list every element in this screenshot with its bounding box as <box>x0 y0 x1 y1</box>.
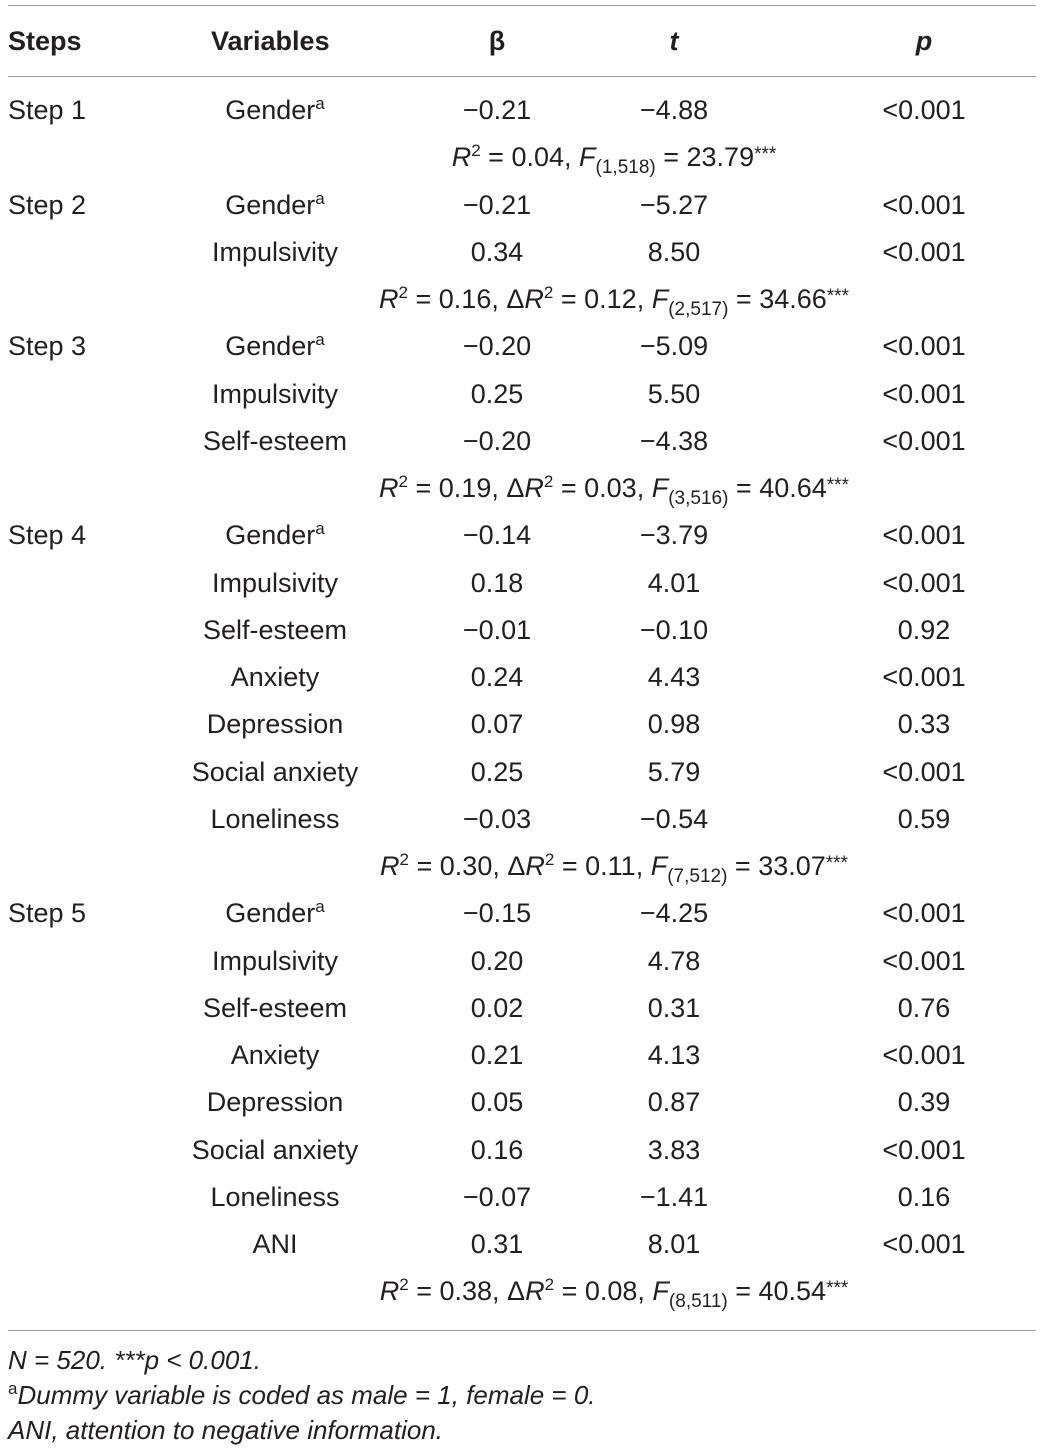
table-header <box>0 19 1042 63</box>
table-row <box>0 229 1042 276</box>
model-summary-row <box>0 465 1042 512</box>
p-value: <0.001 <box>882 567 966 598</box>
table-row <box>0 985 1042 1032</box>
variable-text: Anxiety <box>230 1040 320 1070</box>
variable-name <box>207 701 344 748</box>
significance-stars: *** <box>826 475 849 496</box>
footnote-marker: a <box>315 188 325 208</box>
variable-name <box>212 371 338 418</box>
beta-value: −0.14 <box>462 520 532 551</box>
table-row <box>0 796 1042 843</box>
variable-name <box>225 512 325 559</box>
f-degrees: (3,516) <box>668 488 729 509</box>
variable-text: Social anxiety <box>191 756 359 787</box>
t-value: 4.01 <box>647 567 701 598</box>
variable-name <box>210 796 339 843</box>
table-row <box>0 87 1042 134</box>
f-degrees: (2,517) <box>668 299 729 320</box>
model-summary: $R^2 = 0.19$, $\Delta R^2 = 0.03$, $F_{(3,516)} = 40.64^{***}$ <box>379 472 849 509</box>
variable-text: Impulsivity <box>211 945 339 976</box>
variable-text: Self-esteem <box>202 614 348 645</box>
footnote-abbreviation: ANI, attention to negative information. <box>8 1415 444 1445</box>
t-value: −5.09 <box>639 331 709 362</box>
t-value: 4.13 <box>647 1040 701 1070</box>
variable-text: Loneliness <box>210 803 340 834</box>
significance-stars: *** <box>826 1278 849 1300</box>
beta-value: 0.18 <box>470 567 524 598</box>
significance-stars: *** <box>754 144 777 166</box>
t-value: −4.38 <box>639 425 709 456</box>
step-label: Step 4 <box>8 520 87 551</box>
model-summary-row <box>0 1268 1042 1315</box>
t-value: 4.78 <box>647 945 701 976</box>
beta-value: 0.25 <box>470 378 524 409</box>
variable-name <box>210 1174 339 1221</box>
r-squared: 0.30 <box>439 851 493 881</box>
step-label: Step 1 <box>8 95 87 125</box>
table-row <box>0 749 1042 796</box>
p-value: <0.001 <box>882 378 966 409</box>
t-value: 5.50 <box>647 378 701 409</box>
variable-text: Gender <box>225 520 316 551</box>
r-squared: 0.04 <box>511 142 565 173</box>
beta-value: 0.21 <box>470 1040 524 1070</box>
p-value: <0.001 <box>882 662 966 692</box>
delta-r-squared: 0.11 <box>585 851 636 881</box>
table-row <box>0 890 1042 937</box>
p-value: 0.39 <box>897 1087 951 1118</box>
table-row <box>0 607 1042 654</box>
variable-text: Gender <box>225 95 316 125</box>
model-summary-row <box>0 843 1042 890</box>
t-value: 8.01 <box>647 1229 701 1259</box>
variable-name <box>207 1079 344 1126</box>
variable-text: Loneliness <box>210 1181 340 1212</box>
beta-value: 0.25 <box>470 756 524 787</box>
f-value: 34.66 <box>759 284 827 314</box>
beta-value: −0.01 <box>462 614 532 645</box>
table-row <box>0 418 1042 465</box>
p-value: 0.92 <box>897 614 951 645</box>
t-value: −5.27 <box>639 189 709 220</box>
p-value: <0.001 <box>882 1040 966 1070</box>
p-value: 0.33 <box>897 709 951 740</box>
footnote-marker: a <box>315 330 325 350</box>
variable-text: Social anxiety <box>191 1134 359 1165</box>
model-summary-row <box>0 276 1042 323</box>
p-value: <0.001 <box>882 756 966 787</box>
r-squared: 0.38 <box>439 1276 493 1307</box>
f-degrees: (8,511) <box>668 1291 728 1313</box>
table-row <box>0 1127 1042 1174</box>
variable-text: Gender <box>225 189 316 220</box>
p-value: <0.001 <box>882 189 966 220</box>
table-row <box>0 512 1042 559</box>
header-t: t <box>669 26 679 56</box>
beta-value: −0.20 <box>462 331 532 362</box>
beta-value: 0.05 <box>470 1087 524 1118</box>
variable-name <box>225 890 325 937</box>
t-value: 0.31 <box>647 992 701 1023</box>
beta-value: 0.34 <box>470 236 524 267</box>
variable-name <box>192 1127 359 1174</box>
variable-text: Anxiety <box>230 662 320 692</box>
header-rule <box>8 76 1036 77</box>
f-value: 40.54 <box>758 1276 827 1307</box>
t-value: −0.10 <box>639 614 709 645</box>
footnote-dummy-text: Dummy variable is coded as male = 1, female = 0. <box>17 1380 596 1410</box>
model-summary: $R^2 = 0.38$, $\Delta R^2 = 0.08$, $F_{(8,511)} = 40.54^{***}$ <box>379 1275 849 1313</box>
footnote-sample-size: N = 520. ***p < 0.001. <box>8 1345 261 1375</box>
delta-r-squared: 0.08 <box>584 1276 638 1307</box>
variable-text: Impulsivity <box>211 567 339 598</box>
p-value: <0.001 <box>882 331 966 362</box>
variable-name <box>212 938 338 985</box>
header-steps: Steps <box>8 26 82 56</box>
p-value: 0.59 <box>897 803 951 834</box>
header-p: p <box>915 26 933 56</box>
variable-name <box>231 1032 320 1079</box>
p-value: <0.001 <box>882 236 966 267</box>
table-row <box>0 1032 1042 1079</box>
variable-name <box>225 87 325 134</box>
step-label: Step 2 <box>8 189 87 220</box>
t-value: −1.41 <box>639 1181 709 1212</box>
table-body <box>0 87 1042 1316</box>
variable-name <box>203 418 347 465</box>
variable-name <box>203 607 347 654</box>
table-row <box>0 938 1042 985</box>
step-label: Step 5 <box>8 898 87 929</box>
significance-stars: *** <box>826 286 849 307</box>
p-value: 0.76 <box>897 992 951 1023</box>
beta-value: −0.20 <box>462 425 532 456</box>
r-squared: 0.19 <box>438 473 492 503</box>
t-value: −4.25 <box>639 898 709 929</box>
table-row <box>0 560 1042 607</box>
beta-value: 0.20 <box>470 945 524 976</box>
t-value: 3.83 <box>647 1134 701 1165</box>
beta-value: 0.16 <box>470 1134 524 1165</box>
beta-value: 0.07 <box>470 709 524 740</box>
footnote-marker: a <box>315 897 325 917</box>
delta-r-squared: 0.12 <box>584 284 637 314</box>
variable-text: Impulsivity <box>211 378 339 409</box>
variable-name <box>225 323 325 370</box>
significance-stars: *** <box>825 853 848 874</box>
variable-name <box>192 749 359 796</box>
model-summary: $R^2 = 0.16$, $\Delta R^2 = 0.12$, $F_{(2,517)} = 34.66^{***}$ <box>379 283 849 320</box>
beta-value: 0.31 <box>470 1229 524 1259</box>
variable-name <box>203 985 347 1032</box>
p-value: <0.001 <box>882 1229 966 1259</box>
table-row <box>0 1079 1042 1126</box>
p-value: <0.001 <box>882 95 966 125</box>
p-value: <0.001 <box>882 898 966 929</box>
variable-text: Self-esteem <box>202 992 348 1023</box>
table-row <box>0 371 1042 418</box>
variable-text: Depression <box>206 1087 344 1118</box>
p-value: <0.001 <box>882 945 966 976</box>
beta-value: 0.02 <box>470 992 524 1023</box>
footnote-marker: a <box>8 1379 18 1398</box>
model-summary: $R^2 = 0.04$, $F_{(1,518)} = 23.79^{***}$ <box>451 141 777 179</box>
table-row <box>0 1221 1042 1268</box>
f-degrees: (7,512) <box>667 866 728 887</box>
variable-text: Self-esteem <box>202 425 348 456</box>
table-row <box>0 654 1042 701</box>
table-row <box>0 701 1042 748</box>
variable-name <box>212 229 338 276</box>
header-beta: β <box>488 26 506 56</box>
t-value: −4.88 <box>639 95 709 125</box>
table-bottom-rule <box>8 1330 1036 1331</box>
beta-value: 0.24 <box>470 662 524 692</box>
p-value: <0.001 <box>882 520 966 551</box>
model-summary-row <box>0 134 1042 181</box>
table-row <box>0 1174 1042 1221</box>
f-degrees: (1,518) <box>595 157 656 179</box>
p-value: <0.001 <box>882 1134 966 1165</box>
f-value: 23.79 <box>686 142 755 173</box>
model-summary: $R^2 = 0.30$, $\Delta R^2 = 0.11$, $F_{(7,512)} = 33.07^{***}$ <box>380 850 848 887</box>
variable-name <box>231 654 320 701</box>
r-squared: 0.16 <box>438 284 492 314</box>
t-value: 0.98 <box>647 709 701 740</box>
footnote-marker: a <box>315 519 325 539</box>
f-value: 33.07 <box>758 851 826 881</box>
variable-name <box>225 182 325 229</box>
t-value: −0.54 <box>639 803 709 834</box>
variable-text: Impulsivity <box>211 236 339 267</box>
step-label: Step 3 <box>8 331 87 362</box>
delta-r-squared: 0.03 <box>584 473 637 503</box>
footnote-marker: a <box>315 94 325 113</box>
variable-text: Depression <box>206 709 344 740</box>
footnote-dummy <box>8 1378 596 1412</box>
t-value: 4.43 <box>647 662 701 692</box>
beta-value: −0.07 <box>462 1181 532 1212</box>
variable-name <box>212 560 338 607</box>
t-value: 0.87 <box>647 1087 701 1118</box>
variable-text: Gender <box>225 331 316 362</box>
beta-value: −0.21 <box>462 189 532 220</box>
p-value: <0.001 <box>882 425 966 456</box>
t-value: −3.79 <box>639 520 709 551</box>
variable-text: Gender <box>225 898 316 929</box>
t-value: 8.50 <box>647 236 701 267</box>
beta-value: −0.15 <box>462 898 532 929</box>
table-row <box>0 182 1042 229</box>
table-row <box>0 323 1042 370</box>
header-variables: Variables <box>211 26 330 56</box>
beta-value: −0.21 <box>462 95 532 125</box>
variable-text: ANI <box>252 1229 298 1259</box>
f-value: 40.64 <box>759 473 827 503</box>
p-value: 0.16 <box>897 1181 951 1212</box>
beta-value: −0.03 <box>462 803 532 834</box>
table-top-rule <box>8 5 1036 6</box>
t-value: 5.79 <box>647 756 701 787</box>
variable-name <box>252 1221 297 1268</box>
